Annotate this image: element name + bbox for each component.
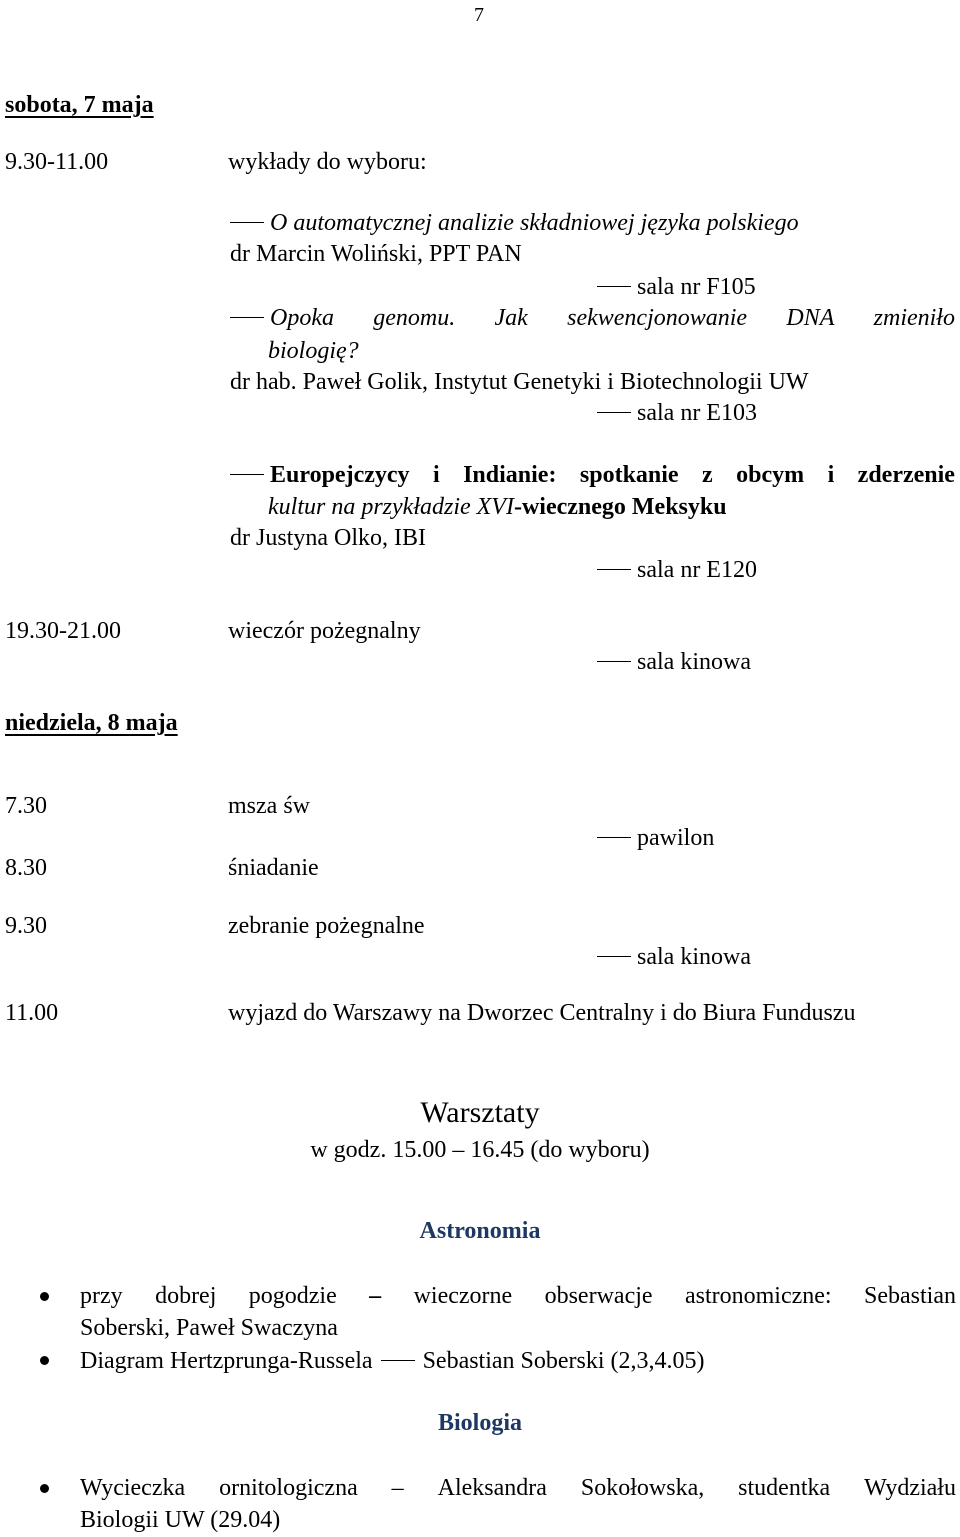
evening-room [597, 647, 751, 678]
lecture1-room [597, 272, 756, 303]
bullet-icon [40, 1484, 49, 1493]
lecture3-title-line2 [268, 492, 727, 523]
sunday-heading: niedziela, 8 maja [5, 710, 178, 736]
biology-item1-line2: Biologii UW (29.04) [80, 1507, 281, 1533]
lecture3-title-word: zderzenie [857, 462, 955, 488]
dash-icon [597, 661, 631, 662]
workshops-title: Warsztaty [420, 1096, 540, 1129]
saturday-evening-label: wieczór pożegnalny [228, 618, 421, 644]
dash-icon [597, 956, 631, 957]
astronomy-item1-word: obserwacje [544, 1283, 653, 1309]
dash-icon [597, 412, 631, 413]
pawilon-room [597, 823, 714, 854]
biology-item1-word: studentka [738, 1475, 831, 1501]
lecture2-title-line1 [230, 303, 955, 334]
lecture3-title-word-text: Europejczycy [270, 462, 410, 488]
dash-icon [597, 837, 631, 838]
astronomy-item2 [80, 1346, 705, 1377]
sunday-time: 8.30 [5, 855, 47, 881]
biology-heading: Biologia [437, 1410, 522, 1436]
lecture2-title-word: genomu. [373, 305, 456, 331]
lecture3-title-word: i [432, 462, 440, 488]
pawilon-room-text: pawilon [637, 825, 715, 851]
lecture3-room-text: sala nr E120 [637, 557, 757, 583]
astronomy-item1-word: dobrej [155, 1283, 217, 1309]
sunday-label: wyjazd do Warszawy na Dworzec Centralny i do Biura Funduszu [228, 1000, 856, 1026]
dash-icon [230, 474, 264, 475]
lecture3-title-word: obcym [736, 462, 805, 488]
lecture3-title-italic: kultur na przykładzie XVI [268, 494, 514, 520]
biology-item1-word: Aleksandra [437, 1475, 547, 1501]
sunday-kinowa-room [597, 942, 751, 973]
saturday-time-lectures: 9.30-11.00 [5, 149, 109, 175]
lecture2-title-word [230, 303, 334, 334]
astronomy-item1-word: – [369, 1283, 382, 1309]
sunday-time: 11.00 [5, 1000, 59, 1026]
sunday-label: śniadanie [228, 855, 319, 881]
biology-item1-word: Sokołowska, [580, 1475, 705, 1501]
lecture1-room-text: sala nr F105 [637, 274, 756, 300]
biology-item1-word: – [391, 1475, 404, 1501]
lecture2-title-word: Jak [494, 305, 528, 331]
lecture2-title-word-text: Opoka [270, 305, 334, 331]
sunday-time: 9.30 [5, 913, 47, 939]
dash-icon [381, 1360, 415, 1361]
lecture3-title-word: i [827, 462, 835, 488]
lecture1-title-text: O automatycznej analizie składniowej języka polskiego [270, 210, 799, 236]
lecture2-title-word: sekwencjonowanie [567, 305, 748, 331]
lecture3-speaker: dr Justyna Olko, IBI [230, 525, 426, 551]
lecture3-title-bold: -wiecznego Meksyku [513, 494, 727, 520]
sunday-label: zebranie pożegnalne [228, 913, 425, 939]
saturday-heading: sobota, 7 maja [5, 92, 154, 118]
workshops-subtitle: w godz. 15.00 – 16.45 (do wyboru) [310, 1137, 650, 1163]
lecture2-title-word: DNA [786, 305, 835, 331]
lecture3-room [597, 555, 757, 586]
biology-item1-word: Wycieczka [80, 1475, 186, 1501]
saturday-lectures-label: wykłady do wyboru: [228, 149, 427, 175]
astronomy-item1-word: pogodzie [248, 1283, 337, 1309]
lecture3-title-word [230, 460, 410, 491]
lecture3-title-word: spotkanie [579, 462, 679, 488]
lecture2-room [597, 398, 757, 429]
lecture3-title-word: Indianie: [463, 462, 557, 488]
astronomy-item1-word: astronomiczne: [684, 1283, 832, 1309]
dash-icon [230, 317, 264, 318]
astronomy-item2-person: Sebastian Soberski (2,3,4.05) [422, 1348, 705, 1374]
lecture2-room-text: sala nr E103 [637, 400, 757, 426]
bullet-icon [40, 1356, 49, 1365]
sunday-time: 7.30 [5, 793, 47, 819]
biology-item1-word: ornitologiczna [219, 1475, 358, 1501]
lecture1-title [230, 208, 799, 239]
biology-item1-line1 [80, 1473, 956, 1504]
lecture2-title-line2: biologię? [268, 338, 359, 364]
lecture3-title-word: z [702, 462, 713, 488]
dash-icon [597, 569, 631, 570]
page-number: 7 [474, 4, 484, 26]
astronomy-item2-title: Diagram Hertzprunga-Russela [80, 1348, 373, 1374]
astronomy-heading: Astronomia [419, 1218, 541, 1244]
sunday-label: msza św [228, 793, 310, 819]
astronomy-item1-word: wieczorne [413, 1283, 513, 1309]
lecture3-title-line1 [230, 460, 955, 491]
evening-room-text: sala kinowa [637, 649, 751, 675]
lecture1-speaker: dr Marcin Woliński, PPT PAN [230, 241, 522, 267]
lecture2-speaker: dr hab. Paweł Golik, Instytut Genetyki i Biotechnologii UW [230, 369, 809, 395]
sunday-kinowa-room-text: sala kinowa [637, 944, 751, 970]
dash-icon [597, 286, 631, 287]
astronomy-item1-line2: Soberski, Paweł Swaczyna [80, 1315, 338, 1341]
astronomy-item1-word: przy [80, 1283, 123, 1309]
astronomy-item1-word: Sebastian [863, 1283, 956, 1309]
lecture2-title-word: zmieniło [873, 305, 955, 331]
biology-item1-word: Wydziału [864, 1475, 956, 1501]
dash-icon [230, 222, 264, 223]
saturday-time-evening: 19.30-21.00 [5, 618, 121, 644]
astronomy-item1-line1 [80, 1281, 956, 1312]
bullet-icon [40, 1292, 49, 1301]
